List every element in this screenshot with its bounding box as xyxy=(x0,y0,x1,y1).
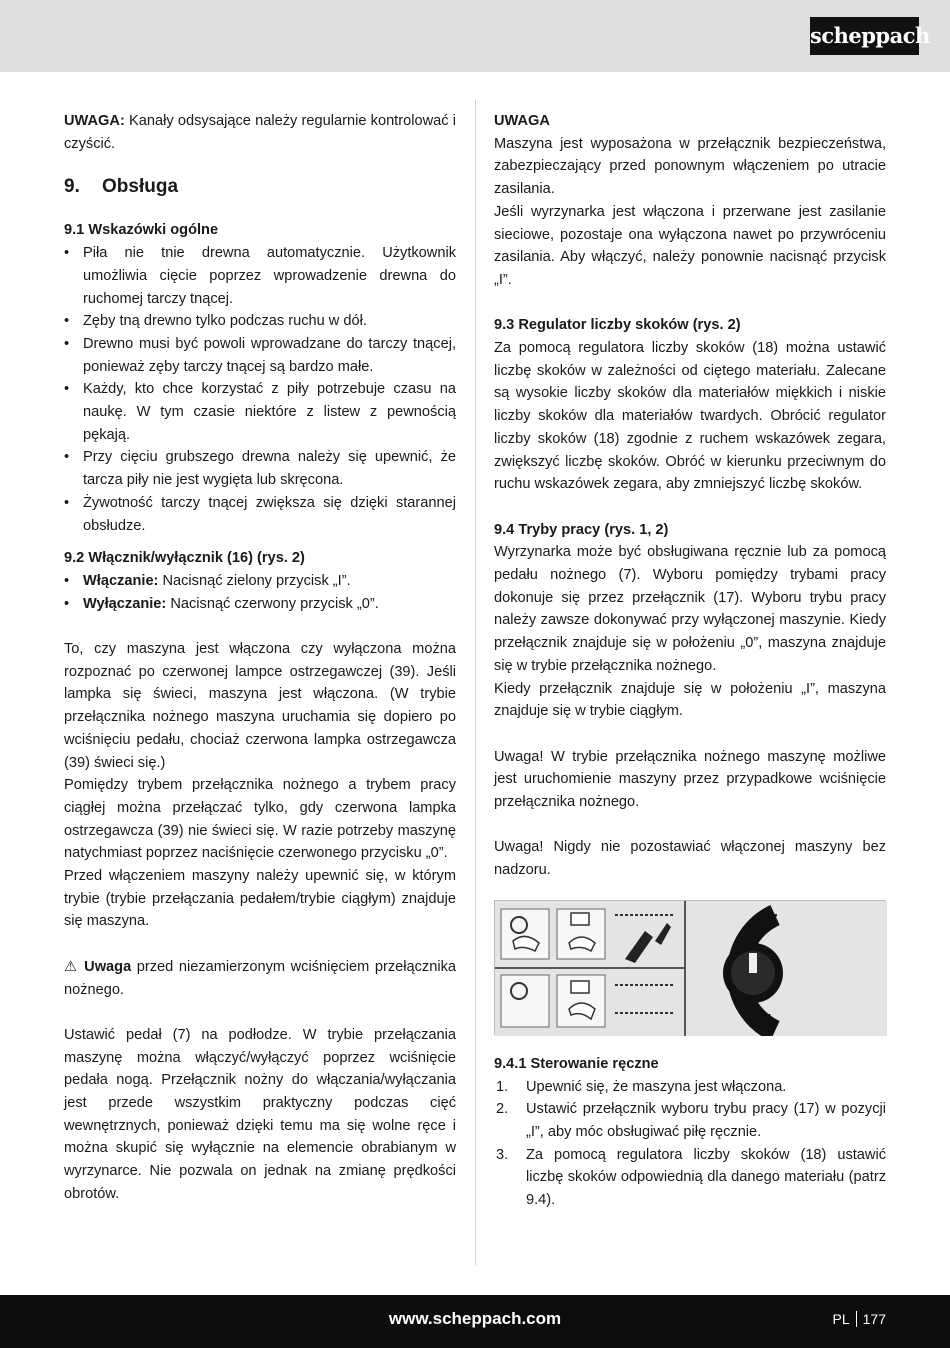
paragraph: Za pomocą regulatora liczby skoków (18) można ustawić liczbę skoków w zależności od ciętego materiału. Zalecane są wysokie liczby skoków dla materiałów miękkich i niskie liczby skoków dla materiałów twardych. Obrócić regulator liczby skoków (18) zgodnie z ruchem wskazówek zegara, zwiększyć liczbę skoków. Obróć w kierunku przeciwnym do ruchu wskazówek zegara, aby zmniejszyć liczbę skoków. xyxy=(494,340,886,493)
paragraph: Kiedy przełącznik znajduje się w położeniu „I”, maszyna znajduje się w trybie ciągłym. xyxy=(494,680,886,720)
general-notes-list xyxy=(64,242,456,537)
list-item: • Żywotność tarczy tnącej zwiększa się dzięki starannej obsłudze. xyxy=(64,494,456,534)
column-divider xyxy=(475,100,476,1265)
header-bar xyxy=(0,0,950,72)
section-heading: 9. Obsługa xyxy=(64,176,179,198)
warning-icon: ⚠ xyxy=(64,958,79,975)
list-item: • Drewno musi być powoli wprowadzane do tarczy tnącej, ponieważ zęby tarczy tnącej są bardzo małe. xyxy=(64,335,456,375)
page-number: PL 177 xyxy=(832,1311,886,1327)
subsection-9-1-heading: 9.1 Wskazówki ogólne xyxy=(64,222,219,239)
list-item: • Wyłączanie: Nacisnąć czerwony przycisk „0”. xyxy=(64,595,379,612)
left-column xyxy=(64,110,456,1206)
svg-text:+: + xyxy=(765,902,778,928)
list-item: • Każdy, kto chce korzystać z piły potrzebuje czasu na naukę. W tym czasie niektóre z listew z pewnością pękają. xyxy=(64,381,456,443)
svg-text:I: I xyxy=(767,1011,772,1029)
subsection-9-2-heading: 9.2 Włącznik/wyłącznik (16) (rys. 2) xyxy=(64,550,305,567)
warning-note: ⚠ Uwaga przed niezamierzonym wciśnięciem przełącznika nożnego. xyxy=(64,958,456,998)
control-panel-figure xyxy=(494,900,886,1035)
paragraph: Uwaga! W trybie przełącznika nożnego maszynę możliwe jest uruchomienie maszyny przez przypadkowe wciśnięcie przełącznika nożnego. xyxy=(494,748,886,811)
list-item: • Piła nie tnie drewna automatycznie. Użytkownik umożliwia cięcie poprzez wprowadzenie drewna do ruchomej tarczy tnącej. xyxy=(64,245,456,307)
list-item: • Włączanie: Nacisnąć zielony przycisk „I”. xyxy=(64,572,351,589)
switch-list xyxy=(64,570,456,615)
footer-url[interactable]: www.scheppach.com xyxy=(388,1309,562,1328)
control-panel-illustration xyxy=(495,901,887,1036)
paragraph: Przed włączeniem maszyny należy upewnić się, w którym trybie (trybie przełączania pedałem/trybie ciągłym) znajduje się maszyna. xyxy=(64,868,456,930)
subsection-9-4-1-heading: 9.4.1 Sterowanie ręczne xyxy=(494,1055,659,1072)
paragraph: Pomiędzy trybem przełącznika nożnego a trybem pracy ciągłej można przełączać tylko, gdy czerwona lampka ostrzegawcza (39) nie świeci się. W razie potrzeby maszynę natychmiast poprzez naciśnięcie czerwonego przycisku „0”. xyxy=(64,777,456,862)
uwaga-heading: UWAGA xyxy=(494,113,550,129)
subsection-9-3-heading: 9.3 Regulator liczby skoków (rys. 2) xyxy=(494,317,741,334)
paragraph: Wyrzynarka może być obsługiwana ręcznie lub za pomocą pedału nożnego (7). Wyboru pomiędzy trybami pracy dokonuje się przez przełącznik (17). Wyboru trybu pracy należy zawsze dokonywać przy wyłączonej maszynie. Kiedy przełącznik znajduje się w położeniu „0”, maszyna znajduje się w trybie przełącznika nożnego. xyxy=(494,544,886,674)
paragraph: Jeśli wyrzynarka jest włączona i przerwane jest zasilanie sieciowe, pozostaje ona wyłączona nawet po przywróceniu zasilania. Aby włączyć, należy ponownie nacisnąć przycisk „I”. xyxy=(494,203,886,288)
subsection-9-4-heading: 9.4 Tryby pracy (rys. 1, 2) xyxy=(494,521,669,538)
list-item: 1. Upewnić się, że maszyna jest włączona. xyxy=(496,1078,787,1095)
list-item: • Zęby tną drewno tylko podczas ruchu w dół. xyxy=(64,313,367,330)
paragraph: Ustawić pedał (7) na podłodze. W trybie przełączania maszynę można włączyć/wyłączyć poprzez wciśnięcie pedała nogą. Przełącznik nożny do włączania/wyłączania jest przede wszystkim praktyczny podczas cięć wewnętrznych, ponieważ dzięki temu ma się wolne ręce i można skupić się wyłącznie na elemencie obrabianym w wyrzynarce. Nie pozwala on jednak na zmianę prędkości obrotów. xyxy=(64,1026,456,1202)
list-item: 3. Za pomocą regulatora liczby skoków (18) ustawić liczbę skoków odpowiednią dla danego materiału (patrz 9.4). xyxy=(496,1146,886,1209)
paragraph: To, czy maszyna jest włączona czy wyłączona można rozpoznać po czerwonej lampce ostrzegawczej (39). Jeśli lampka się świeci, maszyna jest włączona. (W trybie przełącznika nożnego maszyna uruchamia się dopiero po wciśnięciu pedału, chociaż czerwona lampka ostrzegawcza (39) świeci się.) xyxy=(64,641,456,771)
brand-logo: scheppach xyxy=(810,17,919,55)
right-column xyxy=(494,110,886,1212)
list-item: 2. Ustawić przełącznik wyboru trybu pracy (17) w pozycji „I”, aby móc obsługiwać piłę ręcznie. xyxy=(496,1101,886,1140)
paragraph: Uwaga! Nigdy nie pozostawiać włączonej maszyny bez nadzoru. xyxy=(494,839,886,879)
list-item: • Przy cięciu grubszego drewna należy się upewnić, że tarcza piły nie jest wygięta lub skręcona. xyxy=(64,449,456,489)
manual-control-steps xyxy=(494,1076,886,1212)
uwaga-note: UWAGA: Kanały odsysające należy regularnie kontrolować i czyścić. xyxy=(64,113,456,152)
paragraph: Maszyna jest wyposażona w przełącznik bezpieczeństwa, zabezpieczający przed ponownym włączeniem po utracie zasilania. xyxy=(494,135,886,198)
